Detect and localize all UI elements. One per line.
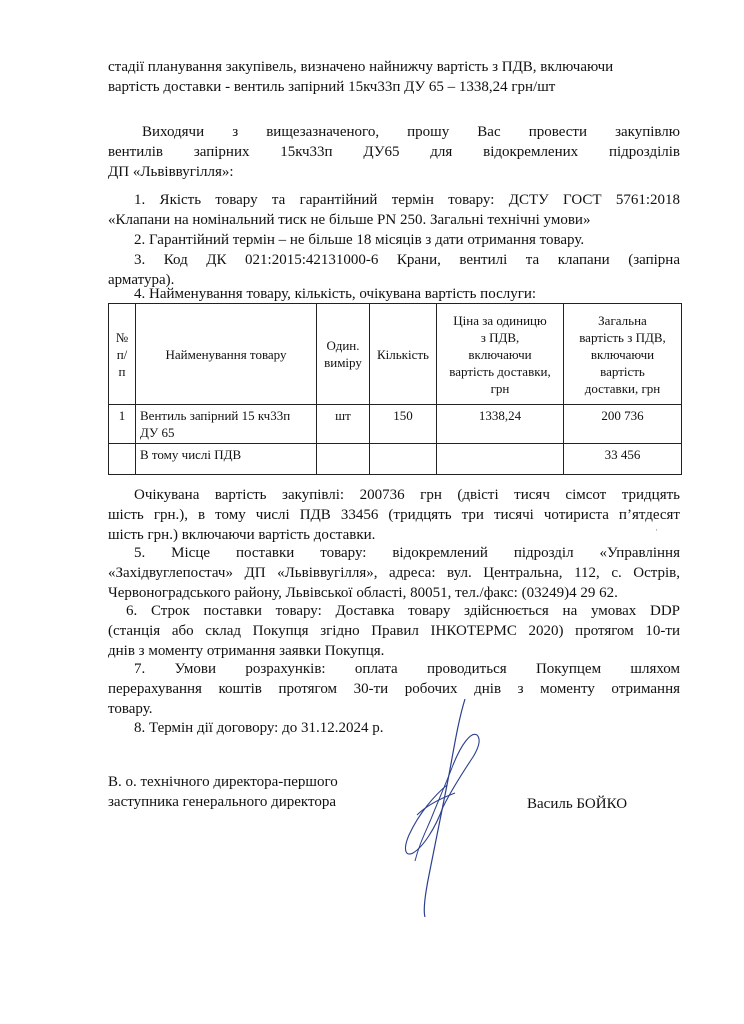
item-1-quality <box>108 190 680 230</box>
item-6-line-3: днів з моменту отримання заявки Покупця. <box>108 643 385 659</box>
header-number-line: п/ <box>116 346 128 362</box>
header-price-line: з ПДВ, <box>480 329 520 345</box>
row-2-quantity <box>370 444 437 475</box>
item-4-heading <box>108 284 680 304</box>
row-1-unit: шт <box>317 405 370 444</box>
item-4-line: 4. Найменування товару, кількість, очікувана вартість послуги: <box>134 286 537 302</box>
request-line-3: ДП «Львіввугілля»: <box>108 164 234 180</box>
signatory-title <box>108 772 408 812</box>
header-unit-line: виміру <box>324 355 362 370</box>
header-total-line: Загальна <box>598 312 647 328</box>
header-unit-price <box>437 304 564 405</box>
expected-line-1: Очікувана вартість закупівлі: 200736 грн (двісті тисяч сімсот тридцять <box>134 487 680 503</box>
item-5-delivery-place <box>108 543 680 603</box>
row-1-name-line: Вентиль запірний 15 кч33п <box>140 408 291 423</box>
goods-table <box>108 303 682 475</box>
header-price-line: включаючи <box>468 346 532 362</box>
table-row <box>109 405 682 444</box>
header-total-line: вартість <box>600 363 645 379</box>
row-2-total: 33 456 <box>564 444 682 475</box>
signatory-title-line-2: заступника генерального директора <box>108 794 337 810</box>
item-2-warranty <box>108 230 680 250</box>
header-number-line: п <box>118 363 126 379</box>
header-quantity: Кількість <box>370 304 437 405</box>
item-5-line-3: Червоноградського району, Львівської області, 80051, тел./факс: (03249)4 29 62. <box>108 585 618 601</box>
header-number <box>109 304 136 405</box>
row-2-number <box>109 444 136 475</box>
row-1-total: 200 736 <box>564 405 682 444</box>
header-name: Найменування товару <box>136 304 317 405</box>
signatory-name: Василь БОЙКО <box>527 796 628 812</box>
item-5-line-1: 5. Місце поставки товару: відокремлений підрозділ «Управління <box>134 545 680 561</box>
signatory-title-line-1: В. о. технічного директора-першого <box>108 774 338 790</box>
header-total-line: доставки, грн <box>584 380 661 396</box>
item-7-line-2: перерахування коштів протягом 30-ти робочих днів з моменту отримання <box>108 681 680 697</box>
request-line-2: вентилів запірних 15кч33п ДУ65 для відокремлених підрозділів <box>108 144 680 160</box>
item-1-line-1: 1. Якість товару та гарантійний термін товару: ДСТУ ГОСТ 5761:2018 <box>134 192 680 208</box>
row-1-quantity: 150 <box>370 405 437 444</box>
item-8-contract-term <box>108 718 680 738</box>
item-7-line-3: товару. <box>108 701 153 717</box>
row-2-unit-price <box>437 444 564 475</box>
request-paragraph <box>108 122 680 182</box>
header-unit-line: Один. <box>326 338 360 353</box>
request-line-1: Виходячи з вищезазначеного, прошу Вас провести закупівлю <box>142 124 680 140</box>
expected-line-3: шість грн.) включаючи вартість доставки. <box>108 527 376 543</box>
row-2-name: В тому числі ПДВ <box>136 444 317 475</box>
item-2-line: 2. Гарантійний термін – не більше 18 місяців з дати отримання товару. <box>134 232 585 248</box>
intro-line-1: стадії планування закупівель, визначено найнижчу вартість з ПДВ, включаючи <box>108 59 614 75</box>
header-price-line: Ціна за одиницю <box>453 312 547 328</box>
table-header-row <box>109 304 682 405</box>
item-7-line-1: 7. Умови розрахунків: оплата проводиться Покупцем шляхом <box>134 661 680 677</box>
header-number-line: № <box>115 329 129 345</box>
header-total-line: включаючи <box>590 346 655 362</box>
header-unit <box>317 304 370 405</box>
header-price-line: грн <box>490 380 510 396</box>
row-1-name <box>136 405 317 444</box>
header-price-line: вартість доставки, <box>449 363 551 379</box>
item-6-delivery-term <box>108 601 680 661</box>
item-6-line-1: 6. Строк поставки товару: Доставка товару здійснюється на умовах DDP <box>126 603 680 619</box>
item-6-line-2: (станція або склад Покупця згідно Правил ІНКОТЕРМС 2020) протягом 10-ти <box>108 623 680 639</box>
item-8-line: 8. Термін дії договору: до 31.12.2024 р. <box>134 720 384 736</box>
row-1-unit-price: 1338,24 <box>437 405 564 444</box>
item-3-line-1: 3. Код ДК 021:2015:42131000-6 Крани, вентилі та клапани (запірна <box>134 252 680 268</box>
header-total-line: вартість з ПДВ, <box>579 329 666 345</box>
handwritten-signature <box>395 695 485 920</box>
item-1-line-2: «Клапани на номінальний тиск не більше PN 250. Загальні технічні умови» <box>108 212 591 228</box>
header-total-price <box>564 304 682 405</box>
expected-cost-paragraph <box>108 485 680 545</box>
expected-line-2: шість грн.), в тому числі ПДВ 33456 (тридцять три тисячі чотириста п’ятдесят <box>108 507 680 523</box>
intro-line-2: вартість доставки - вентиль запірний 15кч33п ДУ 65 – 1338,24 грн/шт <box>108 79 556 95</box>
item-7-payment <box>108 659 680 719</box>
row-2-unit <box>317 444 370 475</box>
item-3-line-2: арматура). <box>108 272 175 288</box>
row-1-name-line: ДУ 65 <box>140 425 175 440</box>
table-row <box>109 444 682 475</box>
item-5-line-2: «Західвуглепостач» ДП «Львіввугілля», адреса: вул. Центральна, 112, с. Острів, <box>108 565 680 581</box>
intro-paragraph <box>108 57 680 97</box>
scan-mark: · <box>655 525 658 535</box>
row-1-number: 1 <box>109 405 136 444</box>
